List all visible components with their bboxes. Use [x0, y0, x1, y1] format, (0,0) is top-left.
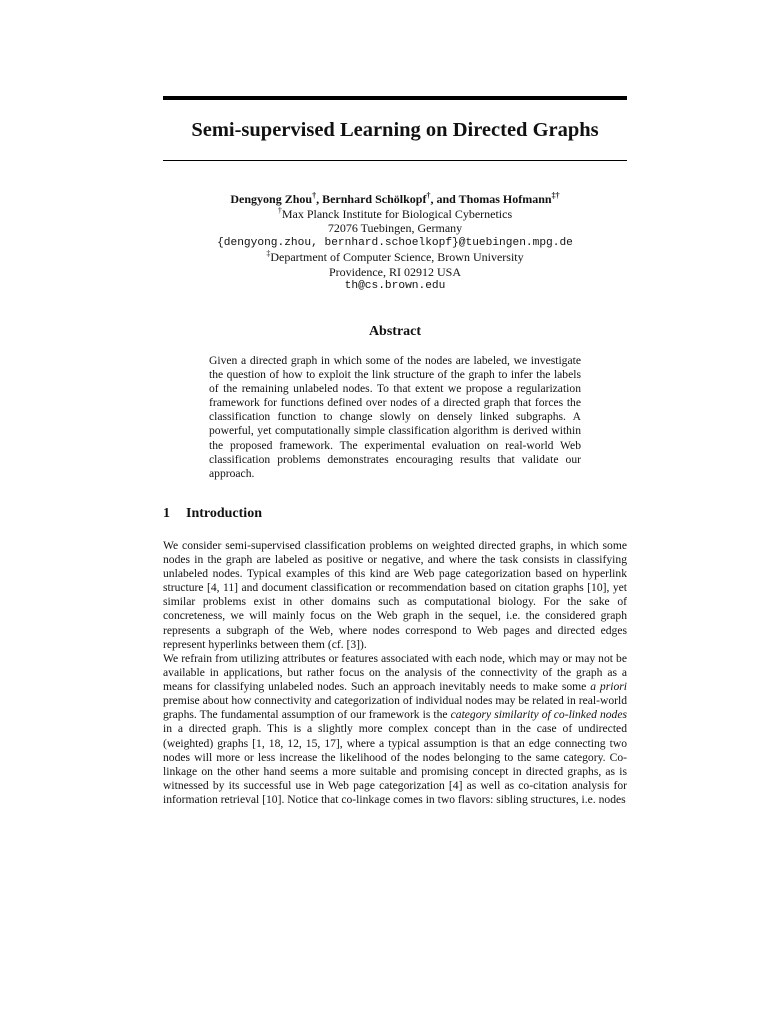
author-separator: , — [316, 192, 323, 206]
affiliation-mark: ‡ — [266, 249, 271, 258]
italic-term: a priori — [590, 680, 627, 694]
author-names — [150, 192, 640, 207]
author-separator: , and — [430, 192, 459, 206]
affiliation-address: Providence, RI 02912 USA — [329, 264, 461, 279]
affiliation-address: 72076 Tuebingen, Germany — [327, 221, 463, 235]
author-email: {dengyong.zhou, bernhard.schoelkopf}@tuebingen.mpg.de — [217, 236, 573, 249]
section-title: Introduction — [186, 506, 262, 521]
author-name: Bernhard Schölkopf — [322, 192, 427, 206]
abstract-text: Given a directed graph in which some of the nodes are labeled, we investigate the question of how to exploit the link structure of the graph to infer the labels of the remaining unlabeled nodes. To that extent we propose a regularization framework for functions defined over nodes of a directed graph that forces the classification function to change slowly on densely linked subgraphs. A powerful, yet computationally simple classification algorithm is derived within the proposed framework. The experimental evaluation on real-world Web classification problems demonstrates encouraging results that validate our approach. — [209, 354, 581, 480]
author-block — [150, 192, 640, 294]
author-name: Thomas Hofmann — [458, 192, 552, 206]
intro-paragraph-1: We consider semi-supervised classification problems on weighted directed graphs, in which some nodes in the graph are labeled as positive or negative, and where the task consists in classifying unlabeled nodes. Typical examples of this kind are Web page categorization based on hyperlink structure [4, 11] and document classification or recommendation based on citation graphs [10], yet similar problems exist in other domains such as computational biology. For the sake of concreteness, we will mainly focus on the Web graph in the sequel, i.e. the considered graph represents a subgraph of the Web, where nodes correspond to Web pages and directed edges represent hyperlinks between them (cf. [3]). — [163, 539, 627, 651]
affiliation-mark: ‡† — [551, 191, 560, 200]
affiliation-name: ‡Department of Computer Science, Brown University — [266, 249, 524, 264]
abstract-heading: Abstract — [368, 324, 422, 339]
section-heading — [163, 505, 627, 523]
title-top-rule — [163, 96, 627, 100]
affiliation-name: †Max Planck Institute for Biological Cybernetics — [277, 205, 513, 221]
affiliation-mark: † — [426, 191, 431, 200]
affiliation-mark: † — [312, 191, 317, 200]
paper-title: Semi-supervised Learning on Directed Graphs — [191, 119, 599, 141]
section-number: 1 — [163, 506, 170, 521]
intro-paragraph-2: We refrain from utilizing attributes or features associated with each node, which may or may not be available in applications, but rather focus on the analysis of the connectivity of the graph as a means for classifying unlabeled nodes. Such an approach inevitably needs to make some a priori premise about how connectivity and categorization of individual nodes may be related in real-world graphs. The fundamental assumption of our framework is the category similarity of co-linked nodes in a directed graph. This is a slightly more complex concept than in the case of undirected (weighted) graphs [1, 18, 12, 15, 17], where a typical assumption is that an edge connecting two nodes will more or less increase the likelihood of the nodes belonging to the same category. Co-linkage on the other hand seems a more suitable and promising concept in directed graphs, as is witnessed by its successful use in Web page categorization [4] as well as co-citation analysis for information retrieval [10]. Notice that co-linkage comes in two flavors: sibling structures, i.e. nodes — [163, 652, 627, 806]
author-name: Dengyong Zhou — [230, 192, 313, 206]
author-email: th@cs.brown.edu — [344, 280, 446, 292]
affiliation-mark: † — [277, 205, 282, 215]
title-bottom-rule — [163, 160, 627, 161]
italic-term: category similarity of co-linked nodes — [450, 708, 627, 722]
